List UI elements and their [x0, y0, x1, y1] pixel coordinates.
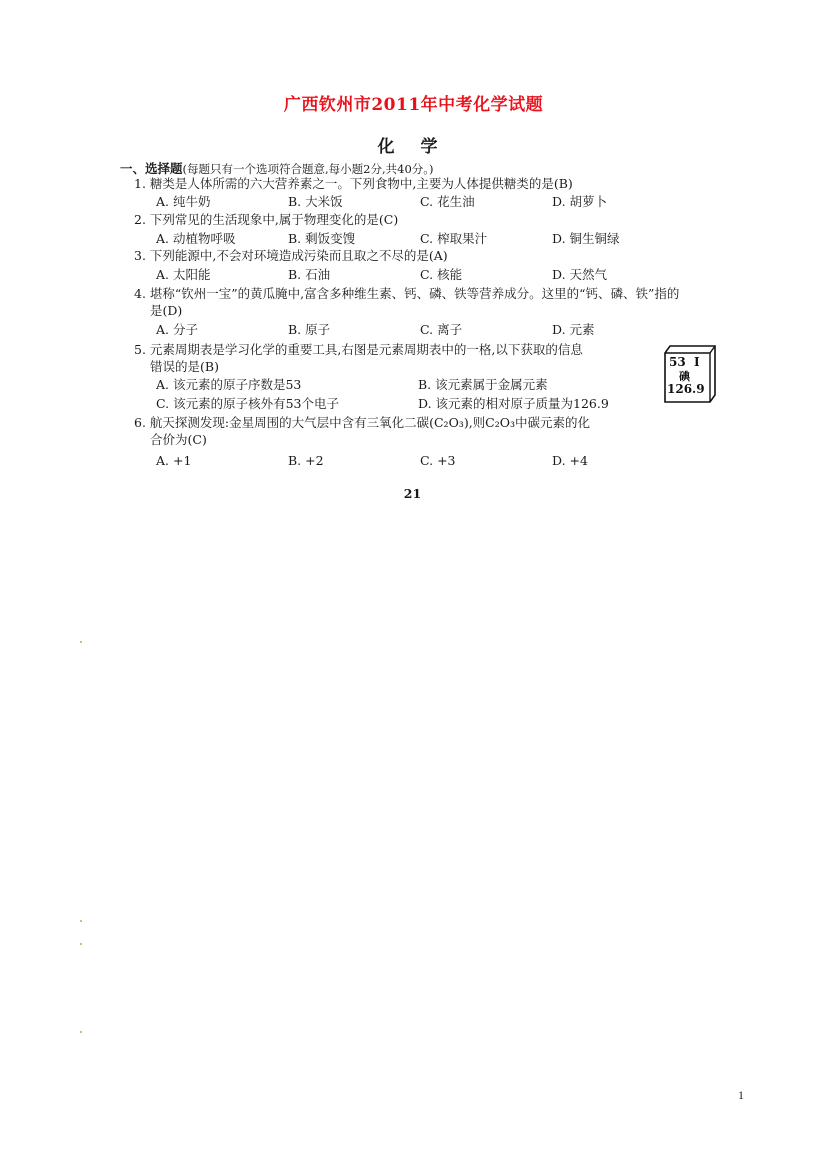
question-2-option-d: D. 铜生铜绿: [552, 231, 620, 246]
question-2-option-c: C. 榨取果汁: [420, 231, 488, 246]
scanned-page-number: 21: [403, 486, 422, 501]
question-5-option-d: D. 该元素的相对原子质量为126.9: [418, 396, 609, 411]
question-4-option-b: B. 原子: [288, 322, 331, 337]
scan-artifact-dot: [80, 1031, 82, 1033]
question-1-text: 1. 糖类是人体所需的六大营养素之一。下列食物中,主要为人体提供糖类的是(B): [134, 176, 573, 191]
question-5-option-c: C. 该元素的原子核外有53个电子: [156, 396, 339, 411]
question-4-text-line-2: 是(D): [150, 303, 183, 318]
question-4-option-a: A. 分子: [156, 322, 198, 337]
question-3-option-d: D. 天然气: [552, 267, 608, 282]
section-note: (每题只有一个选项符合题意,每小题2分,共40分。): [182, 162, 434, 176]
question-3-option-c: C. 核能: [420, 267, 463, 282]
question-3-option-a: A. 太阳能: [156, 267, 211, 282]
question-4-option-c: C. 离子: [420, 322, 463, 337]
document-title: 广西钦州市2011年中考化学试题: [283, 95, 544, 115]
question-3-text: 3. 下列能源中,不会对环境造成污染而且取之不尽的是(A): [134, 248, 448, 263]
question-4-text-line-1: 4. 堪称“钦州一宝”的黄瓜腌中,富含多种维生素、钙、磷、铁等营养成分。这里的“钙、磷、铁”指的: [134, 286, 680, 301]
question-1-option-b: B. 大米饭: [288, 194, 343, 209]
question-6-option-b: B. +2: [288, 453, 324, 468]
question-6-text-line-2: 合价为(C): [150, 432, 207, 447]
question-6-option-a: A. +1: [156, 453, 192, 468]
section-heading: [120, 159, 434, 177]
element-name: 碘: [679, 370, 690, 383]
scan-artifact-dot: [80, 641, 82, 643]
subject-heading: 化 学: [377, 137, 448, 157]
question-1-option-c: C. 花生油: [420, 194, 475, 209]
question-6-option-d: D. +4: [552, 453, 588, 468]
periodic-table-cell-figure: [664, 345, 716, 403]
element-symbol: I: [694, 355, 700, 369]
question-2-text: 2. 下列常见的生活现象中,属于物理变化的是(C): [134, 212, 399, 227]
question-2-option-b: B. 剩饭变馊: [288, 231, 356, 246]
question-1-option-a: A. 纯牛奶: [156, 194, 211, 209]
scan-artifact-dot: [80, 943, 82, 945]
question-6-option-c: C. +3: [420, 453, 456, 468]
page-number: 1: [738, 1088, 744, 1102]
question-3-option-b: B. 石油: [288, 267, 331, 282]
element-atomic-number: 53: [669, 355, 686, 369]
question-5-option-a: A. 该元素的原子序数是53: [156, 377, 302, 392]
question-5-text-line-2: 错误的是(B): [150, 359, 219, 374]
question-5-text-line-1: 5. 元素周期表是学习化学的重要工具,右图是元素周期表中的一格,以下获取的信息: [134, 342, 583, 357]
question-5-option-b: B. 该元素属于金属元素: [418, 377, 548, 392]
question-6-text-line-1: 6. 航天探测发现:金星周围的大气层中含有三氧化二碳(C₂O₃),则C₂O₃中碳元素的化: [134, 415, 591, 430]
scanned-exam-page: [120, 128, 705, 513]
question-2-option-a: A. 动植物呼吸: [156, 231, 236, 246]
scan-artifact-dot: [80, 920, 82, 922]
element-atomic-mass: 126.9: [667, 382, 705, 396]
question-1-option-d: D. 胡萝卜: [552, 194, 608, 209]
section-title: 一、选择题: [120, 161, 183, 176]
question-4-option-d: D. 元素: [552, 322, 595, 337]
